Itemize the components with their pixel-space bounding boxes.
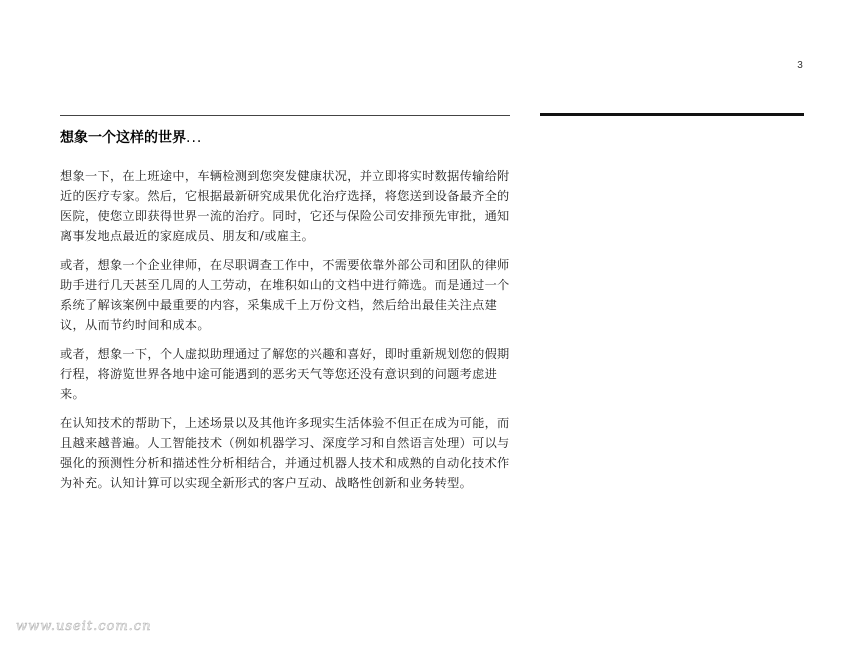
heading-text: 想象一个这样的世界 — [60, 130, 186, 146]
page-number: 3 — [797, 60, 803, 71]
heading-ellipsis: ... — [186, 130, 203, 146]
article-heading — [60, 128, 510, 148]
paragraph-health: 想象一下，在上班途中，车辆检测到您突发健康状况，并立即将实时数据传输给附近的医疗专家。然后，它根据最新研究成果优化治疗选择，将您送到设备最齐全的医院，使您立即获得世界一流的治疗。同时，它还与保险公司安排预先审批，通知离事发地点最近的家庭成员、朋友和/或雇主。 — [60, 169, 510, 243]
paragraph-assistant: 或者，想象一下，个人虚拟助理通过了解您的兴趣和喜好，即时重新规划您的假期行程，将游览世界各地中途可能遇到的恶劣天气等您还没有意识到的问题考虑进来。 — [60, 347, 510, 401]
paragraph-cognitive: 在认知技术的帮助下，上述场景以及其他许多现实生活体验不但正在成为可能，而且越来越普遍。人工智能技术（例如机器学习、深度学习和自然语言处理）可以与强化的预测性分析和描述性分析相结合，并通过机器人技术和成熟的自动化技术作为补充。认知计算可以实现全新形式的客户互动、战略性创新和业务转型。 — [60, 416, 510, 490]
header-rule-right — [540, 113, 804, 116]
site-watermark: www.useit.com.cn — [16, 619, 152, 634]
header-rule-left — [60, 115, 510, 116]
article-body — [60, 128, 510, 502]
paragraph-lawyer: 或者，想象一个企业律师，在尽职调查工作中，不需要依靠外部公司和团队的律师助手进行几天甚至几周的人工劳动，在堆积如山的文档中进行筛选。而是通过一个系统了解该案例中最重要的内容，采集成千上万份文档，然后给出最佳关注点建议，从而节约时间和成本。 — [60, 258, 510, 332]
